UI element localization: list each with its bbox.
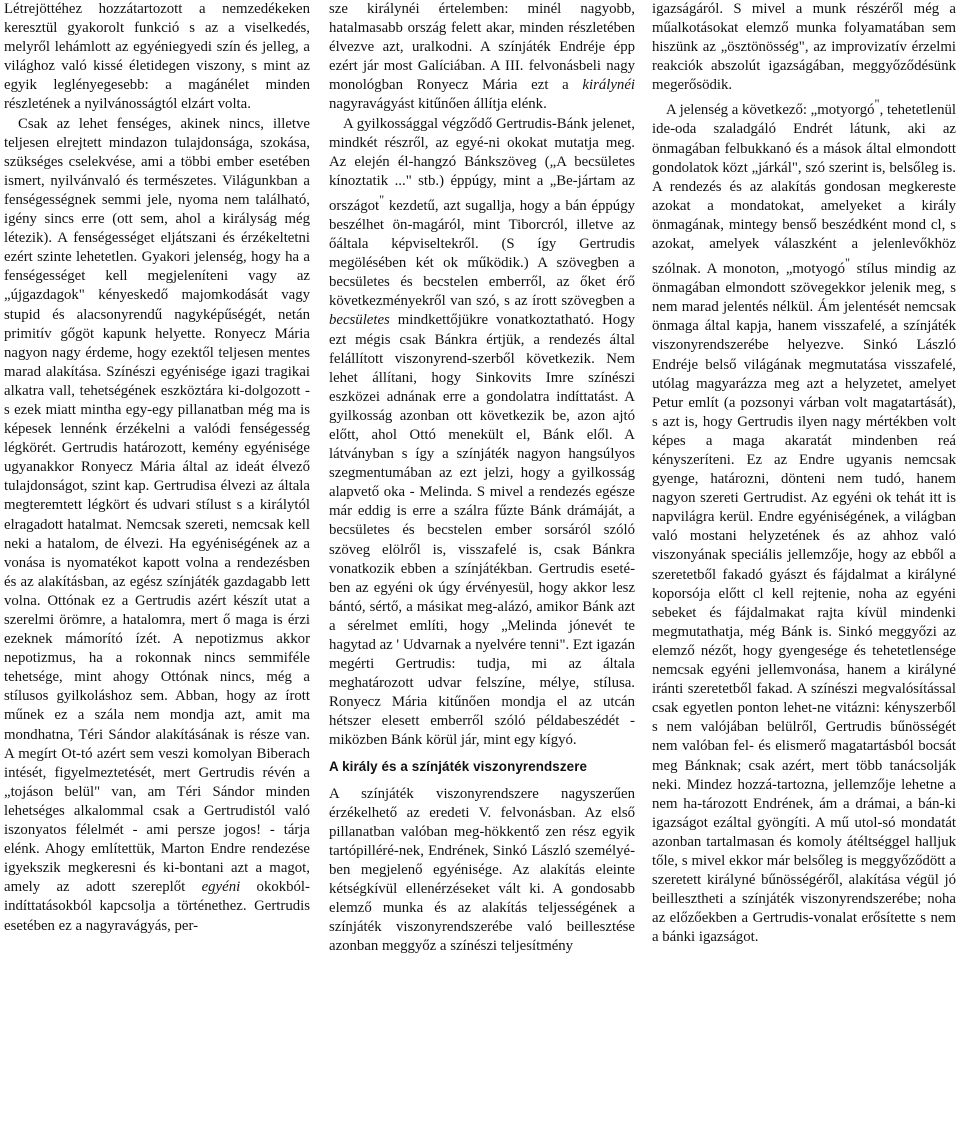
superscript-mark: " <box>874 97 880 112</box>
emphasis-text: királynéi <box>582 77 635 94</box>
superscript-mark: " <box>379 192 385 207</box>
superscript-mark: " <box>845 256 851 271</box>
text-column-middle <box>329 0 635 956</box>
paragraph <box>329 0 635 115</box>
paragraph-text: okokból-indíttatásokból kapcsolja a történethez. Gertrudis esetében ez a nagyravágyás, per- <box>4 879 310 934</box>
paragraph-text: sze királynéi értelemben: minél nagyobb, hatalmasabb ország felett akar, minden részletében élvezve azt, uralkodni. A színjáték Endréje épp ezért jár most Galíciában. A III. felvonásbeli nagy monológban Ronyecz Mária ezt a <box>329 1 635 94</box>
text-column-right <box>652 0 956 947</box>
paragraph-text: mindkettőjükre vonatkoztatható. Hogy ezt mégis csak Bánkra értjük, a rendezés által felállított viszonyrend-szerből következik. Nem lehet állítani, hogy Sinkovits Imre színészi eszközei adnának erre a gondolatra indíttatást. A gyilkosság azonban ott következik be, azon ajtó előtt, ahol Ottó menekült el, Bánk elől. A látványban s így a színjáték nagyon hangsúlyos szegmentumában az ezt jelzi, hogy a gyilkosság alapvető oka - Melinda. S mivel a rendezés egésze már eddig is erre a szálra fűzte Bánk drámáját, a becsületes és becstelen ember sorsáról szóló szöveg elölről is, visszafelé is, csak Bánkra vonatkozik ebben a színjátékban. Gertrudis eseté-ben az egyéni ok úgy érvényesül, hogy akkor lesz bántó, sértő, a másikat meg-alázó, amikor Bánk azt a sérelmet említi, hogy „Melinda jónevét te hagytad az ' Udvarnak a nyelvére tenni". Ezt igazán megérti Gertrudis: tudja, mi az általa meghatározott udvar felszíne, mélye, stílusa. Ronyecz Mária kitűnően mondja el az utcán hétszer elesett emberről szóló példabeszédét - miközben Bánk körül jár, mint egy kígyó. <box>329 312 635 749</box>
paragraph-text: Csak az lehet fenséges, akinek nincs, illetve teljesen elrejtett mindazon tulajdonsága, szokása, szükséges cselekvése, ami a többi ember esetében ismert, nyilvánvaló és természetes. Világunkban a fenségességnek semmi jele, nyoma nem található, igény sincs erre (ott sem, ahol a királyság még létezik). A fenségességet eljátszani és érzékeltetni ezért szinte lehetetlen. Gyakori jelenség, hogy ha a fenségességet kell megjeleníteni vagy az „újgazdagok" kényeskedő majomkodását vagy stupid és alacsonyrendű nagyképűségét, netán primitív gőgöt kapunk helyette. Ronyecz Mária nagyon nagy érdeme, hogy ezektől teljesen mentes marad alakítása. Színészi egyénisége igazi tragikai alkatra vall, tehetségének eszköztára ki-dolgozott - s ezek miatt mintha egy-egy pillanatban még ma is képesek lennénk érzékelni a valódi fenségesség légkörét. Gertrudis határozott, kemény egyénisége ugyanakkor Ronyecz Mária által az ideát élvező tulajdonságot, szint kap. Gertrudisa élvezi az általa megteremtett légkört és udvari stílust s a királytól elragadott hatalmat. Nemcsak szereti, nemcsak kell neki a hatalom, de élvezi. Ha egyéniségének az a vonása is nyomatékot kapott volna a rendezésben és az alakításban, az egész színjáték gazdagabb lett volna. Ottónak ez a Gertrudis azért készít utat a szerelmi örömre, a hatalomra, mert ő maga is érzi ezeknek mámorító ízét. A nepotizmus akkor nepotizmus, ha a rokonnak nincs semmiféle tehetsége, mint ahogy Ottónak nincs, még a stílusos gyilkoláshoz sem. Abban, hogy az írott műnek ez a szála nem mondja azt, amit ma mondhatna, Téri Sándor alakításának is része van. A megírt Ot-tó azért sem veszi komolyan Biberach intését, figyelmeztetését, mert Gertrudis révén a „tojáson belül" van, am Téri Sándor minden lehetséges alkalommal csak a Gertrudistól való iszonyatos félelmét - ami persze jogos! - tárja elénk. Ahogy említettük, Marton Endre rendezése igyekszik megkeresni és ki-bontani azt a magot, amely az adott szereplőt <box>4 115 310 896</box>
paragraph: Létrejöttéhez hozzátartozott a nemzedékeken keresztül gyakorolt funkció s az a viselkedés, melyről lehámlott az egyéniegyedi szín és jelleg, a világhoz való kissé életidegen viszony, s mint az egyik leglényegesebb: a magánélet minden részletének a nyilvánosságtól elzárt volta. <box>4 1 310 113</box>
paragraph <box>652 95 956 947</box>
section-heading: A király és a színjáték viszonyrendszere <box>329 758 588 774</box>
paragraph: A színjáték viszonyrendszere nagyszerűen érzékelhető az eredeti V. felvonásban. Az első pillanatban valóban meg-hökkentő zen rész egyik tartópilléré-nek, Endrének, Sinkó László személyé-ben megjelenő egyénisége. Az alakítás eleinte kétségkívül ellenérzéseket vált ki. A gondosabb elemző munka és az alakítás teljességének a színjáték viszonyrendszerébe való beillesztése azonban meggyőz a színészi teljesítmény <box>329 785 635 955</box>
paragraph: igazságáról. S mivel a munk részéről még a műalkotásokat elemző munka folyamatában sem hiszünk az „ösztönösség", az improvizatív érzelmi reakciók abszolút igazságában, meggyőződésünk megerősödik. <box>652 1 956 94</box>
emphasis-text: egyéni <box>201 879 241 896</box>
paragraph-text: A gyilkossággal végződő Gertrudis-Bánk jelenet, mindkét részről, az egyé-ni okokat mutatja meg. Az elején él-hangzó Bánkszöveg („A becsületes kínoztatik ..." stb.) éppúgy, mint a „Be-jártam az országot <box>329 115 635 214</box>
paragraph-text: kezdetű, azt sugallja, hogy a bán éppúgy beszélhet ön-magáról, mint Tiborcról, illetve az őáltala képviseltekről. (S így Gertrudis megölésében két ok működik.) A szövegben a becsületes és becstelen emberről, az őket érő következményekről van szó, s az írott szövegben a <box>329 197 635 310</box>
paragraph <box>4 115 310 936</box>
paragraph-text: , tehetetlenül ide-oda szaladgáló Endrét látunk, aki az önmagában felbukkanó és a mások által elmondott gondolatok közt „járkál", szó szerint is, belsőleg is. A rendezés és az alakítás gondosan megkereste azokat a mondatokat, amelyeket a király önmagának, mintegy benső beszédként mond cl, s azokat, amelyek válaszként a jelenlevőkhöz szólnak. A monoton, „motyogó <box>652 102 956 278</box>
paragraph-text: A jelenség a következő: „motyorgó <box>666 102 875 119</box>
paragraph-text: stílus mindig az önmagában elmondott szövegekkor jelenik meg, s nem marad jelentés nélkül. Ám jelentését nemcsak önmaga által kapja, hanem visszafelé, a színjáték viszonyrendszerébe helyezve. Sinkó László Endréje belső világának megmutatása visszafelé, utólag magyarázza meg azt a helyzetet, amelyet Petur említ (a pozsonyi várban volt magatartását), s azt is, hogy Gertrudis ilyen nagy mértékben volt képes a maga akaratát mindenben reá kényszeríteni. Ez az Endre ugyanis nemcsak gyenge, határozni, dönteni nem tudó, hanem nagyon szereti Gertrudist. Az egyéni ok tehát itt is napvilágra kerül. Endre egyéniségének, a világban való mostani helyzetének és az ahhoz való viszonyának speciális jellemzője, hogy az ebből a szeretetből fakadó gyászt és fájdalmat a királyné koporsója előtt cl kell rejtenie, noha az egyéni sebeket és fájdalmakat rajta kívül mindenki megmutathatja, még Bánk is. Sinkó meggyőzi az elemző nézőt, hogy gyengesége és tehetetlensége nemcsak egyéni jellemvonása, hanem a királyné iránti szeretetből fakad. A színészi megvalósítással csak egyetlen ponton lehet-ne vitázni: kényszerből s nem valójában belülről, Gertrudis bűnösségét nem valóban fel- és elismerő magatartásból bocsát meg Bánknak; csak azért, mert több tanácsolják neki. Mindez hozzá-tartozna, jellemzője lehetne a nem ha-tározott Endrének, ám a drámai, a bán-ki igazságot ezáltal gyöngíti. A mű utol-só mondatát azonban tartalmasan és komoly átéltséggel halljuk tőle, s mivel ekkor már belsőleg is meggyőződött a szeretett királyné bűnösségéről, alakítása végül jó beillesztheti a színjáték viszonyrendszerébe; noha az előzőekben a Gertrudis-vonalat erősítette s nem a bánki igazságot. <box>652 261 956 946</box>
text-column-left <box>4 0 310 936</box>
emphasis-text: becsületes <box>329 312 390 329</box>
paragraph <box>329 115 635 751</box>
paragraph-text: nagyravágyást kitűnően állítja elénk. <box>329 96 547 113</box>
